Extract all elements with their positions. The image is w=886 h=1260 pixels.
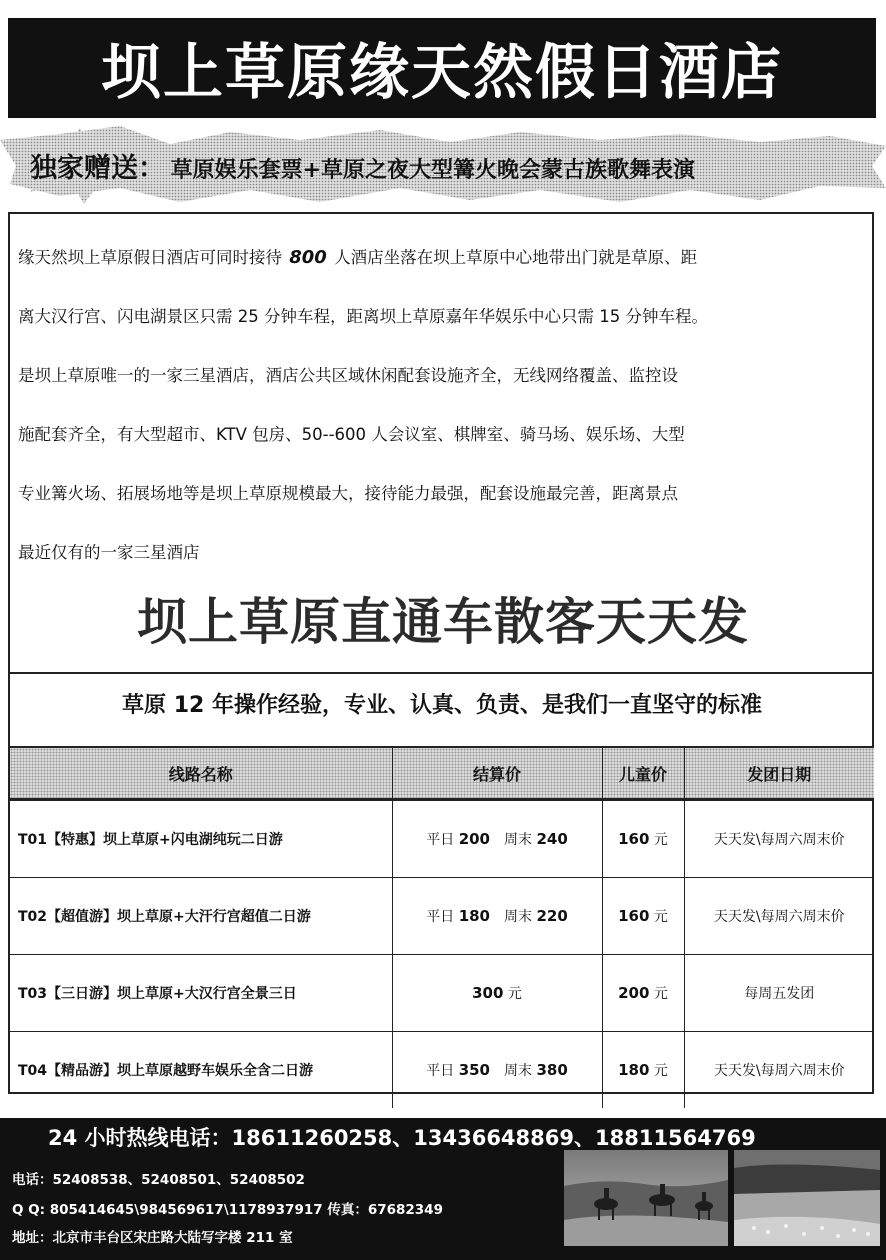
settle-price: 300 元 (392, 955, 602, 1032)
promo-body: 草原娱乐套票+草原之夜大型篝火晚会蒙古族歌舞表演 (170, 157, 696, 183)
routes-table (10, 746, 874, 1108)
departure-schedule: 天天发\每周六周末价 (684, 878, 874, 955)
hotel-title: 坝上草原缘天然假日酒店 (101, 38, 783, 108)
departure-schedule: 每周五发团 (684, 955, 874, 1032)
intro-line-3: 是坝上草原唯一的一家三星酒店，酒店公共区域休闲配套设施齐全，无线网络覆盖、监控设 (18, 366, 678, 385)
table-header-row (10, 746, 874, 801)
hotel-title-banner (8, 18, 876, 118)
table-row (10, 955, 874, 1032)
child-price: 160 元 (602, 878, 684, 955)
route-name: T02【超值游】坝上草原+大汗行宫超值二日游 (10, 878, 392, 955)
table-row (10, 801, 874, 878)
express-bus-headline: 坝上草原直通车散客天天发 (137, 592, 749, 651)
phone-numbers: 电话：52408538、52408501、52408502 (12, 1172, 305, 1188)
intro-line-4: 施配套齐全，有大型超市、KTV 包房、50--600 人会议室、棋牌室、骑马场、娱乐场、大型 (18, 425, 685, 444)
section-divider (10, 672, 874, 674)
settle-price: 平日 350 周末 380 (392, 1032, 602, 1109)
child-price: 160 元 (602, 801, 684, 878)
capacity-number: 800 (287, 228, 329, 287)
route-name: T04【精品游】坝上草原越野车娱乐全含二日游 (10, 1032, 392, 1109)
address: 地址：北京市丰台区宋庄路大陆写字楼 211 室 (12, 1230, 293, 1246)
intro-line-1: 缘天然坝上草原假日酒店可同时接待 800 人酒店坐落在坝上草原中心地带出门就是草原、距 (18, 228, 870, 287)
header-child-price: 儿童价 (602, 746, 684, 801)
qq-fax: Q Q: 805414645\984569617\1178937917 传真：67682349 (12, 1202, 443, 1218)
grassland-photo (734, 1150, 880, 1246)
settle-price: 平日 200 周末 240 (392, 801, 602, 878)
promo-lead: 独家赠送： (30, 153, 165, 184)
horse-riding-photo (564, 1150, 728, 1246)
promo-banner (0, 126, 886, 204)
hotline-text: 24 小时热线电话：18611260258、13436648869、18811564769 (48, 1126, 756, 1150)
header-settle-price: 结算价 (392, 746, 602, 801)
table-row (10, 1032, 874, 1109)
settle-price: 平日 180 周末 220 (392, 878, 602, 955)
header-departure-date: 发团日期 (684, 746, 874, 801)
experience-tagline: 草原 12 年操作经验，专业、认真、负责、是我们一直坚守的标准 (122, 693, 762, 718)
hotel-intro (18, 228, 870, 582)
intro-line-6: 最近仅有的一家三星酒店 (18, 543, 200, 562)
route-name: T01【特惠】坝上草原+闪电湖纯玩二日游 (10, 801, 392, 878)
departure-schedule: 天天发\每周六周末价 (684, 1032, 874, 1109)
intro-line-5: 专业篝火场、拓展场地等是坝上草原规模最大，接待能力最强，配套设施最完善，距离景点 (18, 484, 678, 503)
child-price: 180 元 (602, 1032, 684, 1109)
route-name: T03【三日游】坝上草原+大汉行宫全景三日 (10, 955, 392, 1032)
child-price: 200 元 (602, 955, 684, 1032)
departure-schedule: 天天发\每周六周末价 (684, 801, 874, 878)
table-row (10, 878, 874, 955)
promo-text (30, 146, 695, 185)
intro-line-2: 离大汉行宫、闪电湖景区只需 25 分钟车程，距离坝上草原嘉年华娱乐中心只需 15 分钟车程。 (18, 307, 708, 326)
header-route-name: 线路名称 (168, 764, 233, 784)
